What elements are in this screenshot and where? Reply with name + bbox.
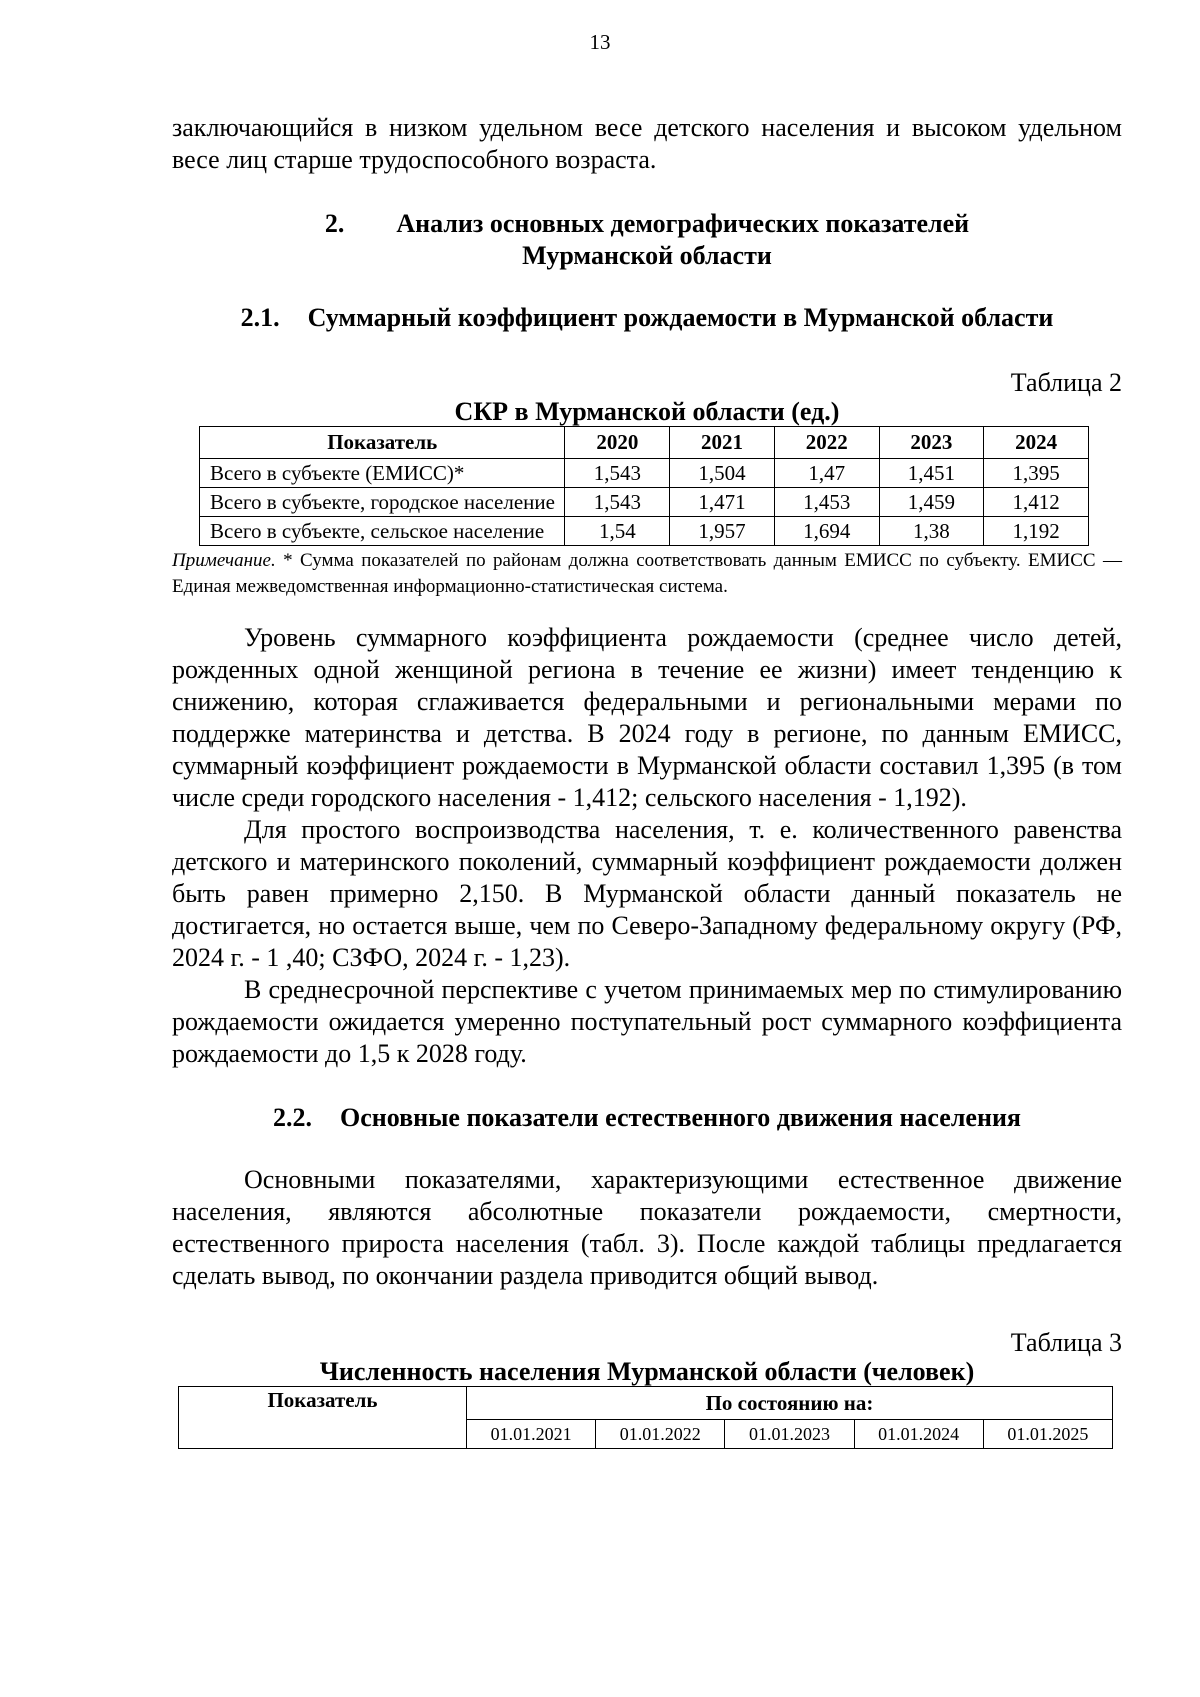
table-2-label: Таблица 2 — [1010, 368, 1122, 397]
table-cell: 1,395 — [984, 459, 1089, 488]
table-cell: 1,451 — [879, 459, 984, 488]
table-cell: 1,471 — [670, 488, 775, 517]
table-row — [200, 488, 1089, 517]
section-2-2-heading — [172, 1102, 1122, 1134]
table-3-header-indicator: Показатель — [179, 1387, 467, 1449]
table-cell: 1,543 — [565, 459, 670, 488]
table-2-header-year: 2022 — [774, 427, 879, 459]
note-text: * Сумма показателей по районам должна соответствовать данным ЕМИСС по субъекту. ЕМИСС — Единая межведомственная информационно-статистическая система. — [172, 550, 1122, 597]
paragraph: Уровень суммарного коэффициента рождаемости (среднее число детей, рожденных одной женщиной региона в течение ее жизни) имеет тенденцию к снижению, которая сглаживается федеральными и региональными мерами по поддержке материнства и детства. В 2024 году в регионе, по данным ЕМИСС, суммарный коэффициент рождаемости в Мурманской области составил 1,395 (в том числе среди городского населения - 1,412; сельского населения - 1,192). — [172, 623, 1122, 812]
table-3-title: Численность населения Мурманской области (человек) — [319, 1357, 975, 1386]
section-2-2-title: Основные показатели естественного движения населения — [339, 1103, 1021, 1132]
section-2-title-line2: Мурманской области — [522, 241, 772, 270]
section-2-2-paragraph: Основными показателями, характеризующими естественное движение населения, являются абсолютные показатели рождаемости, смертности, естественного прироста населения (табл. 3). После каждой таблицы предлагается сделать вывод, по окончании раздела приводится общий вывод. — [172, 1165, 1122, 1290]
table-2-header-row — [200, 427, 1089, 459]
table-cell: 1,412 — [984, 488, 1089, 517]
table-2-header-year: 2021 — [670, 427, 775, 459]
table-cell: 1,543 — [565, 488, 670, 517]
note-label: Примечание. — [172, 550, 276, 571]
table-2-title: СКР в Мурманской области (ед.) — [454, 397, 840, 426]
section-2-1-number: 2.1. — [240, 303, 280, 332]
table-3-date: 01.01.2023 — [725, 1420, 854, 1449]
table-3 — [178, 1386, 1113, 1449]
row-label: Всего в субъекте, городское население — [200, 488, 565, 517]
document-body — [172, 112, 1122, 1449]
paragraph: В среднесрочной перспективе с учетом принимаемых мер по стимулированию рождаемости ожидается умеренно поступательный рост суммарного коэффициента рождаемости до 1,5 к 2028 году. — [172, 975, 1122, 1068]
table-3-date: 01.01.2022 — [596, 1420, 725, 1449]
table-row — [200, 459, 1089, 488]
table-cell: 1,453 — [774, 488, 879, 517]
section-2-1-heading — [172, 302, 1122, 334]
table-2-header-year: 2020 — [565, 427, 670, 459]
table-cell: 1,957 — [670, 517, 775, 546]
section-2-number: 2. — [324, 209, 345, 238]
paragraph: Для простого воспроизводства населения, т. е. количественного равенства детского и материнского поколений, суммарный коэффициент рождаемости должен быть равен примерно 2,150. В Мурманской области данный показатель не достигается, но остается выше, чем по Северо-Западному федеральному округу (РФ, 2024 г. - 1 ,40; СЗФО, 2024 г. - 1,23). — [172, 815, 1122, 972]
row-label: Всего в субъекте, сельское население — [200, 517, 565, 546]
table-3-date: 01.01.2021 — [467, 1420, 596, 1449]
table-cell: 1,192 — [984, 517, 1089, 546]
table-cell: 1,38 — [879, 517, 984, 546]
table-3-header-row — [179, 1387, 1113, 1420]
table-3-date: 01.01.2025 — [983, 1420, 1112, 1449]
table-2-header-indicator: Показатель — [200, 427, 565, 459]
section-2-1-title: Суммарный коэффициент рождаемости в Мурманской области — [307, 303, 1054, 332]
table-cell: 1,54 — [565, 517, 670, 546]
section-2-title-line1 — [172, 208, 1122, 240]
section-2-2-number: 2.2. — [272, 1103, 312, 1132]
table-3-label: Таблица 3 — [1010, 1328, 1122, 1357]
table-cell: 1,459 — [879, 488, 984, 517]
section-2-heading — [172, 208, 1122, 272]
table-2-header-year: 2023 — [879, 427, 984, 459]
table-row — [200, 517, 1089, 546]
table-3-date: 01.01.2024 — [854, 1420, 983, 1449]
table-3-header-group: По состоянию на: — [467, 1387, 1113, 1420]
table-2-header-year: 2024 — [984, 427, 1089, 459]
page-number: 13 — [589, 30, 611, 54]
table-cell: 1,47 — [774, 459, 879, 488]
intro-paragraph: заключающийся в низком удельном весе детского населения и высоком удельном весе лиц старше трудоспособного возраста. — [172, 113, 1122, 174]
table-cell: 1,694 — [774, 517, 879, 546]
table-2-note — [172, 548, 1122, 600]
row-label: Всего в субъекте (ЕМИСС)* — [200, 459, 565, 488]
section-2-title-text: Анализ основных демографических показателей — [396, 209, 970, 238]
table-2 — [199, 426, 1089, 546]
table-cell: 1,504 — [670, 459, 775, 488]
